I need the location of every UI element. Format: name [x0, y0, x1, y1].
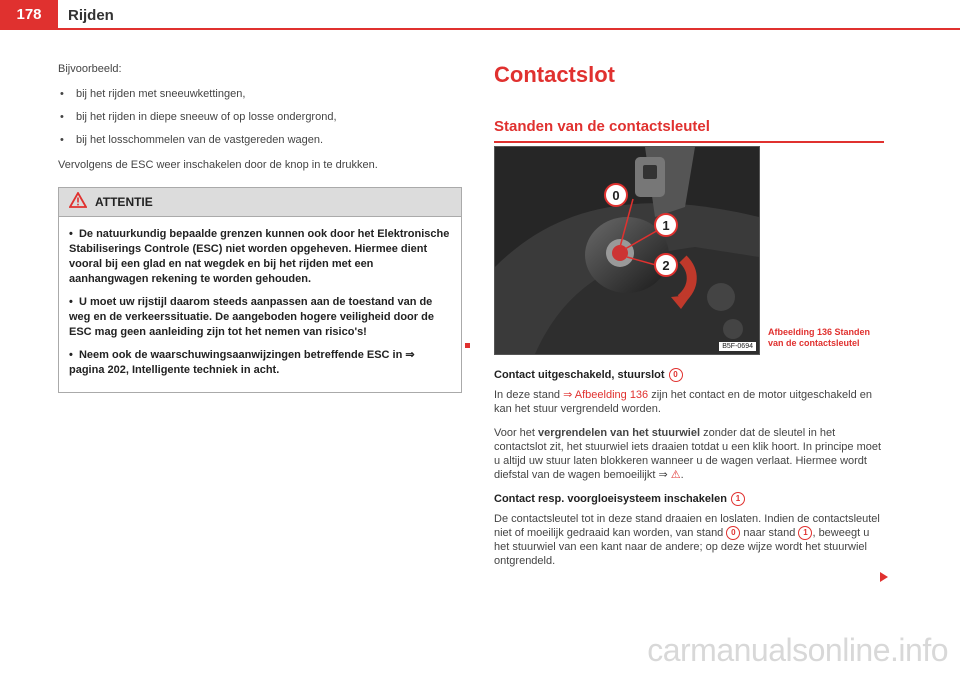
position-1-badge: 1 — [731, 492, 745, 506]
next-page-arrow-icon[interactable] — [880, 572, 888, 582]
right-body — [494, 368, 884, 578]
list-item: • bij het rijden in diepe sneeuw of op losse ondergrond, — [58, 110, 463, 125]
chapter-title: Rijden — [68, 7, 114, 24]
right-column-header — [494, 62, 884, 143]
sub-title: Standen van de contactsleutel — [494, 118, 884, 143]
position-0-badge: 0 — [669, 368, 683, 382]
figure-code: B5F-0694 — [719, 342, 756, 351]
warning-link-icon[interactable]: ⚠ — [670, 469, 681, 481]
intro-text: Bijvoorbeeld: — [58, 63, 122, 75]
warning-title: ATTENTIE — [95, 194, 153, 209]
position-label: 1 — [662, 218, 670, 233]
list-item: • bij het losschommelen van de vastgereden wagen. — [58, 133, 463, 148]
figure-link[interactable]: ⇒ Afbeelding 136 — [563, 389, 649, 401]
position-1-heading: Contact resp. voorgloeisysteem inschakelen 1 — [494, 492, 884, 506]
paragraph: In deze stand ⇒ Afbeelding 136 zijn het contact en de motor uitgeschakeld en kan het stuur vergrendeld worden. — [494, 389, 872, 415]
header-rule — [0, 28, 960, 30]
list-item: • bij het rijden met sneeuwkettingen, — [58, 87, 463, 102]
ignition-figure — [494, 146, 760, 355]
watermark: carmanualsonline.info — [647, 632, 948, 668]
page-number: 178 — [0, 0, 58, 28]
warning-box — [58, 187, 462, 393]
warning-item: • Neem ook de waarschuwingsaanwijzingen betreffende ESC in ⇒ pagina 202, Intelligente techniek in acht. — [69, 349, 415, 376]
warning-item: • De natuurkundig bepaalde grenzen kunnen ook door het Elektronische Stabiliserings Controle (ESC) niet worden opgeheven. Hiermee dient vooral bij een glad en nat wegdek en bij het rijden met een aanhangwagen rekening te worden gehouden. — [69, 228, 450, 285]
figure-caption: Afbeelding 136 Standen van de contactsleutel — [768, 327, 871, 348]
section-end-marker — [465, 343, 470, 348]
warning-body — [59, 217, 461, 392]
warning-triangle-icon — [69, 192, 87, 213]
position-label: 0 — [612, 188, 620, 203]
bullet-list — [58, 87, 463, 148]
left-column — [58, 62, 463, 393]
position-label: 2 — [662, 258, 670, 273]
warning-header — [59, 188, 461, 217]
paragraph: De contactsleutel tot in deze stand draaien en loslaten. Indien de contactsleutel niet of moeilijk gedraaid kan worden, van stand 0 naar stand 1 , beweegt u het stuurwiel van een kant naar de andere; op deze wijze wordt het stuurwiel ontgrendeld. — [494, 513, 880, 568]
section-title: Contactslot — [494, 62, 615, 87]
after-text: Vervolgens de ESC weer inschakelen door de knop in te drukken. — [58, 159, 378, 171]
paragraph: Voor het vergrendelen van het stuurwiel zonder dat de sleutel in het contactslot zit, het stuurwiel iets draaien totdat u een klik hoort. In principe moet u altijd uw stuur laten blokkeren wanneer u de wagen verlaat. Hiermee wordt diefstal van de wagen bemoeilijkt ⇒ ⚠. — [494, 427, 882, 481]
ignition-illustration — [495, 147, 759, 354]
warning-item: • U moet uw rijstijl daarom steeds aanpassen aan de toestand van de weg en de verkeerssituatie. De aangeboden hogere veiligheid door de ESC mag geen aanleiding zijn tot het nemen van risico's! — [69, 296, 434, 338]
position-0-heading: Contact uitgeschakeld, stuurslot 0 — [494, 368, 884, 382]
